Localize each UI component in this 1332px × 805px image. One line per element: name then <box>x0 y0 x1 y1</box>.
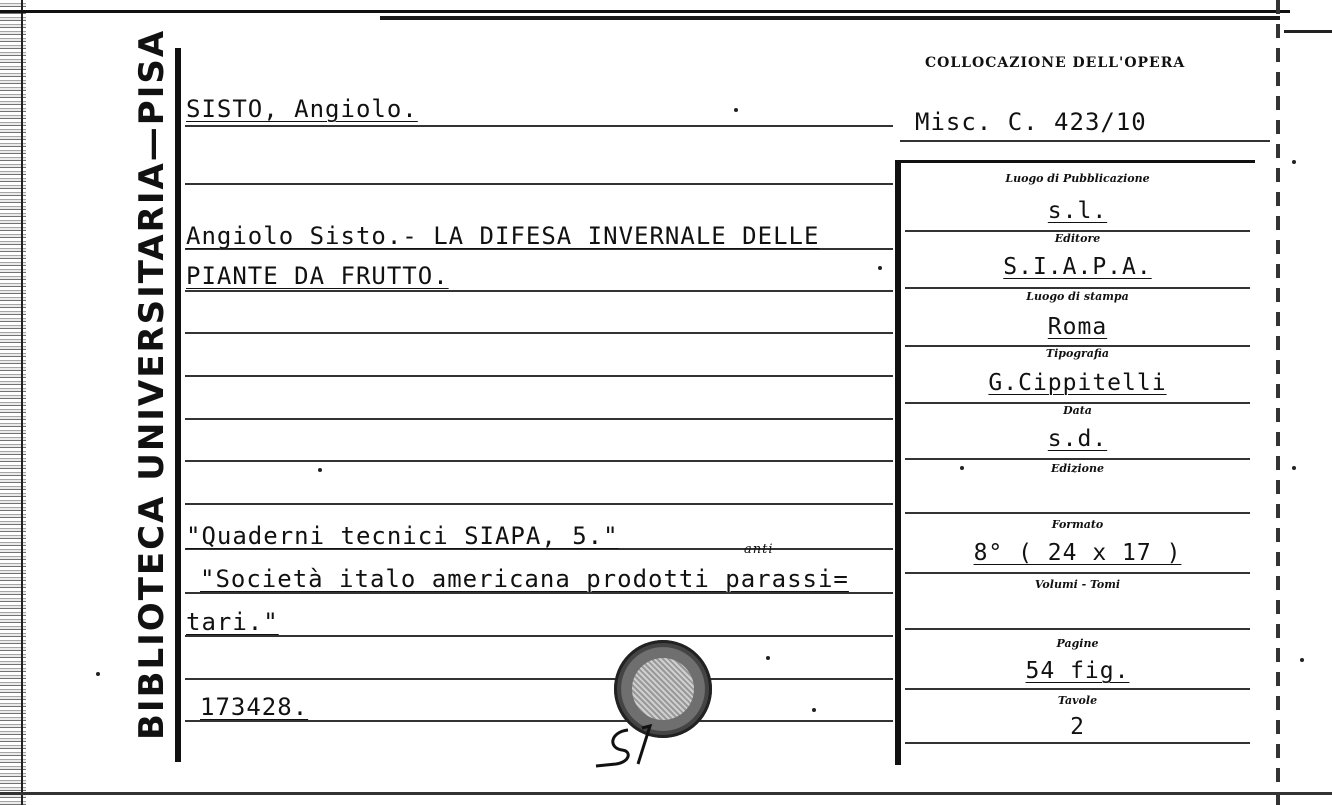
volumi-label: Volumi - Tomi <box>1034 578 1121 591</box>
main-vertical-rule <box>175 48 181 762</box>
edizione-label: Edizione <box>1050 462 1104 475</box>
field-line <box>905 742 1250 744</box>
tavole-label: Tavole <box>1057 694 1098 707</box>
speck <box>1292 160 1296 164</box>
author-heading: SISTO, Angiolo. <box>186 95 418 123</box>
scan-edge-bottom <box>0 792 1332 795</box>
scan-edge-top <box>0 10 1290 13</box>
shelfmark: Misc. C. 423/10 <box>915 108 1147 136</box>
speck <box>318 468 322 472</box>
scan-edge-right-mark <box>1284 30 1332 33</box>
pagine-value: 54 fig. <box>1025 658 1130 684</box>
title-line-1: Angiolo Sisto.- LA DIFESA INVERNALE DELLE <box>186 222 820 250</box>
ruled-line <box>185 678 893 680</box>
speck <box>1292 466 1296 470</box>
ruled-line <box>185 125 893 127</box>
field-line <box>905 287 1250 289</box>
field-line <box>905 572 1250 574</box>
handwritten-mark <box>590 720 670 770</box>
field-line <box>905 628 1250 630</box>
shelfmark-line <box>900 140 1270 142</box>
scan-edge-right <box>1276 0 1280 805</box>
tipografia-label: Tipografia <box>1045 347 1110 360</box>
scan-edge-line <box>21 0 23 805</box>
series-handwritten-annotation: anti <box>744 542 774 557</box>
editore-label: Editore <box>1054 232 1101 245</box>
tavole-value: 2 <box>1070 714 1085 740</box>
library-vertical-label <box>128 28 176 740</box>
ruled-line <box>185 332 893 334</box>
inventory-number: 173428. <box>200 693 309 721</box>
speck <box>734 108 738 112</box>
ruled-line <box>185 290 893 292</box>
field-line <box>905 512 1250 514</box>
title-line-2: PIANTE DA FRUTTO. <box>186 262 449 290</box>
stamp-center <box>632 658 694 720</box>
field-line <box>905 458 1250 460</box>
ruled-line <box>185 460 893 462</box>
data-label: Data <box>1063 404 1092 417</box>
formato-label: Formato <box>1051 518 1104 531</box>
series-line-3: tari." <box>186 608 279 636</box>
right-panel-top-rule <box>895 160 1255 163</box>
ruled-line <box>185 183 893 185</box>
library-city: PISA <box>132 28 172 126</box>
tipografia-value: G.Cippitelli <box>988 370 1167 396</box>
library-name: BIBLIOTECA UNIVERSITARIA <box>132 161 172 740</box>
luogo-stampa-label: Luogo di stampa <box>1026 290 1129 303</box>
speck <box>878 266 882 270</box>
series-line-2: "Società italo americana prodotti parassi= <box>200 565 849 593</box>
ruled-line <box>185 503 893 505</box>
ruled-line <box>185 635 893 637</box>
series-line-1: "Quaderni tecnici SIAPA, 5." <box>186 522 619 550</box>
speck <box>960 466 964 470</box>
speck <box>766 656 770 660</box>
data-value: s.d. <box>1047 426 1108 452</box>
speck <box>1300 658 1304 662</box>
luogo-pubblicazione-value: s.l. <box>1047 198 1108 224</box>
formato-value: 8° ( 24 x 17 ) <box>973 540 1182 566</box>
luogo-stampa-value: Roma <box>1047 314 1108 340</box>
speck <box>812 708 816 712</box>
collocation-header: COLLOCAZIONE DELL'OPERA <box>925 55 1186 71</box>
ruled-line <box>185 418 893 420</box>
ruled-line <box>185 375 893 377</box>
scan-edge-top-inner <box>380 16 1280 20</box>
speck <box>96 672 100 676</box>
pagine-label: Pagine <box>1056 637 1099 650</box>
field-line <box>905 688 1250 690</box>
luogo-pubblicazione-label: Luogo di Pubblicazione <box>1005 172 1150 185</box>
library-dash: — <box>132 125 172 162</box>
editore-value: S.I.A.P.A. <box>1003 254 1152 280</box>
